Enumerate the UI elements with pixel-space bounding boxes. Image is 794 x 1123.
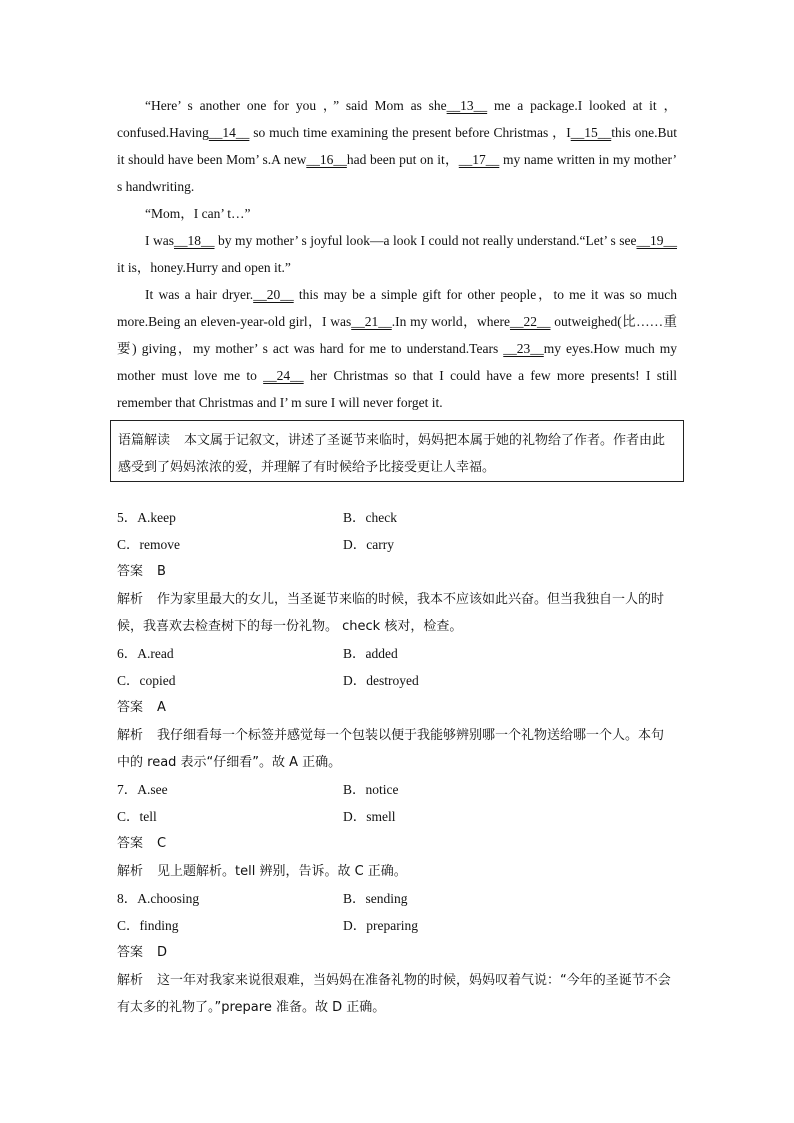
explanation-5: 解析 作为家里最大的女儿，当圣诞节来临的时候，我本不应该如此兴奋。但当我独自一人的时候，我喜欢去检查树下的每一份礼物。 check 核对，检查。	[117, 592, 665, 634]
passage-paragraph-4: It was a hair dryer.__20__ this may be a simple gift for other people，to me it was so much more.Being an eleven-year-old girl，I was__21__.In my world，where__22__ outweighed(比……重要) giving，my mother’ s act was hard for me to understand.Tears __23__my eyes.How much my mother must love me to __24__ her Christmas so that I could have a few more presents! I still remember that Christmas and I’ m sure I will never forget it.	[117, 287, 677, 410]
option-d: D．preparing	[343, 918, 418, 933]
option-a: 8．A.choosing	[117, 891, 200, 906]
blank-21: __21__	[351, 314, 392, 329]
question-6-row-2	[117, 667, 677, 694]
blank-23: __23__	[503, 341, 544, 356]
question-5-row-2	[117, 531, 677, 558]
question-8-row-2	[117, 912, 677, 939]
blank-16: __16__	[306, 152, 347, 167]
summary-tag: 语篇解读	[118, 433, 171, 448]
blank-17: __17__	[458, 152, 500, 167]
option-b: B．notice	[343, 782, 399, 797]
blank-13: __13__	[446, 98, 488, 113]
question-7-row-1	[117, 776, 677, 803]
blank-19: __19__	[636, 233, 677, 248]
option-d: D．smell	[343, 809, 396, 824]
blank-24: __24__	[263, 368, 304, 383]
question-5-row-1	[117, 504, 677, 531]
blank-15: __15__	[570, 125, 612, 140]
option-b: B．added	[343, 646, 398, 661]
passage-paragraph-2: “Mom，I can’ t…”	[145, 206, 251, 221]
option-a: 7．A.see	[117, 782, 168, 797]
passage-paragraph-3: I was__18__ by my mother’ s joyful look—a look I could not really understand.“Let’ s see__19__ it is，honey.Hurry and open it.”	[117, 233, 677, 275]
summary-box	[110, 420, 684, 482]
option-a: 5．A.keep	[117, 510, 176, 525]
option-d: D．carry	[343, 537, 394, 552]
blank-14: __14__	[208, 125, 250, 140]
explanation-6: 解析 我仔细看每一个标签并感觉每一个包装以便于我能够辨别哪一个礼物送给哪一个人。本句中的 read 表示“仔细看”。故 A 正确。	[117, 728, 665, 770]
answer-5: 答案 B	[117, 564, 166, 579]
option-c: C．copied	[117, 673, 176, 688]
passage-paragraph-1: “Here’ s another one for you ，” said Mom as she__13__ me a package.I looked at it ，confused.Having__14__ so much time examining the present before Christmas ，I__15__this one.But it should have been Mom’ s.A new__16__had been put on it，__17__ my name written in my mother’ s handwriting.	[117, 98, 677, 194]
option-a: 6．A.read	[117, 646, 174, 661]
passage	[117, 92, 677, 416]
question-8-row-1	[117, 885, 677, 912]
answer-7: 答案 C	[117, 836, 167, 851]
blank-18: __18__	[174, 233, 215, 248]
option-c: C．tell	[117, 809, 157, 824]
answer-6: 答案 A	[117, 700, 166, 715]
explanation-8: 解析 这一年对我家来说很艰难，当妈妈在准备礼物的时候，妈妈叹着气说：“今年的圣诞节不会有太多的礼物了。”prepare 准备。故 D 正确。	[117, 973, 671, 1015]
explanation-7: 解析 见上题解析。tell 辨别，告诉。故 C 正确。	[117, 864, 407, 879]
option-b: B．sending	[343, 891, 408, 906]
summary-text: 本文属于记叙文，讲述了圣诞节来临时，妈妈把本属于她的礼物给了作者。作者由此感受到了妈妈浓浓的爱，并理解了有时候给予比接受更让人幸福。	[118, 433, 666, 475]
option-c: C．remove	[117, 537, 180, 552]
answer-8: 答案 D	[117, 945, 168, 960]
blank-20: __20__	[253, 287, 294, 302]
question-6-row-1	[117, 640, 677, 667]
blank-22: __22__	[509, 314, 551, 329]
option-b: B．check	[343, 510, 397, 525]
question-7-row-2	[117, 803, 677, 830]
option-d: D．destroyed	[343, 673, 419, 688]
option-c: C．finding	[117, 918, 179, 933]
